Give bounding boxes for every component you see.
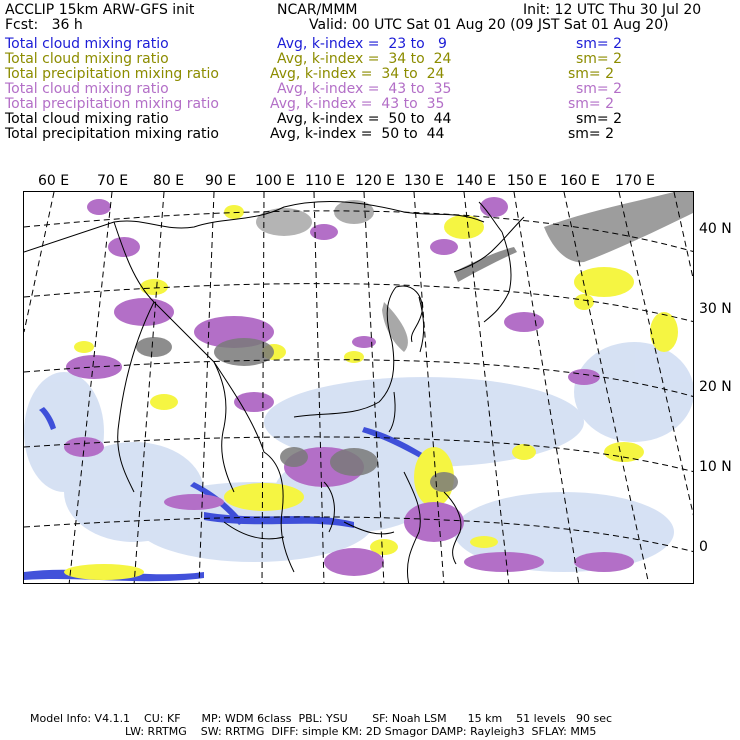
legend-name-3: Total precipitation mixing ratio — [5, 66, 219, 82]
legend-name-4: Total cloud mixing ratio — [5, 81, 169, 97]
legend-stat-6: Avg, k-index = 50 to 44 — [277, 111, 452, 127]
legend-name-5: Total precipitation mixing ratio — [5, 96, 219, 112]
legend-stat-4: Avg, k-index = 43 to 35 — [277, 81, 452, 97]
lat-label: 10 N — [699, 459, 732, 475]
lat-label: 20 N — [699, 379, 732, 395]
lon-label: 90 E — [205, 173, 237, 189]
legend-sm-4: sm= 2 — [576, 81, 623, 97]
legend-stat-3: Avg, k-index = 34 to 24 — [270, 66, 445, 82]
legend-name-6: Total cloud mixing ratio — [5, 111, 169, 127]
model-info-line2: LW: RRTMG SW: RRTMG DIFF: simple KM: 2D Smagor DAMP: Rayleigh3 SFLAY: MM5 — [125, 725, 597, 738]
lon-label: 140 E — [456, 173, 497, 189]
forecast-map — [23, 191, 694, 584]
model-info-line1: Model Info: V4.1.1 CU: KF MP: WDM 6class PBL: YSU SF: Noah LSM 15 km 51 levels 90 sec — [30, 712, 613, 725]
legend-name-1: Total cloud mixing ratio — [5, 36, 169, 52]
legend-stat-1: Avg, k-index = 23 to 9 — [277, 36, 447, 52]
lat-label: 0 — [699, 539, 708, 555]
legend-stat-7: Avg, k-index = 50 to 44 — [270, 126, 445, 142]
legend-sm-3: sm= 2 — [568, 66, 615, 82]
lon-label: 130 E — [404, 173, 445, 189]
lon-label: 100 E — [255, 173, 296, 189]
legend-sm-1: sm= 2 — [576, 36, 623, 52]
lon-label: 60 E — [38, 173, 70, 189]
organization-label: NCAR/MMM — [277, 2, 358, 18]
lon-label: 160 E — [560, 173, 601, 189]
legend-sm-6: sm= 2 — [576, 111, 623, 127]
lat-label: 40 N — [699, 221, 732, 237]
lon-label: 120 E — [355, 173, 396, 189]
legend-sm-2: sm= 2 — [576, 51, 623, 67]
lon-label: 80 E — [153, 173, 185, 189]
valid-time: Valid: 00 UTC Sat 01 Aug 20 (09 JST Sat 01 Aug 20) — [309, 17, 669, 33]
lon-label: 150 E — [507, 173, 548, 189]
legend-name-2: Total cloud mixing ratio — [5, 51, 169, 67]
lon-label: 170 E — [615, 173, 656, 189]
legend-stat-2: Avg, k-index = 34 to 24 — [277, 51, 452, 67]
legend-stat-5: Avg, k-index = 43 to 35 — [270, 96, 445, 112]
legend-sm-5: sm= 2 — [568, 96, 615, 112]
lon-label: 70 E — [97, 173, 129, 189]
lat-label: 30 N — [699, 301, 732, 317]
lon-label: 110 E — [305, 173, 346, 189]
run-title: ACCLIP 15km ARW-GFS init — [5, 2, 195, 18]
legend-name-7: Total precipitation mixing ratio — [5, 126, 219, 142]
init-time: Init: 12 UTC Thu 30 Jul 20 — [523, 2, 702, 18]
forecast-hour: Fcst: 36 h — [5, 17, 83, 33]
map-canvas — [24, 192, 694, 584]
legend-sm-7: sm= 2 — [568, 126, 615, 142]
